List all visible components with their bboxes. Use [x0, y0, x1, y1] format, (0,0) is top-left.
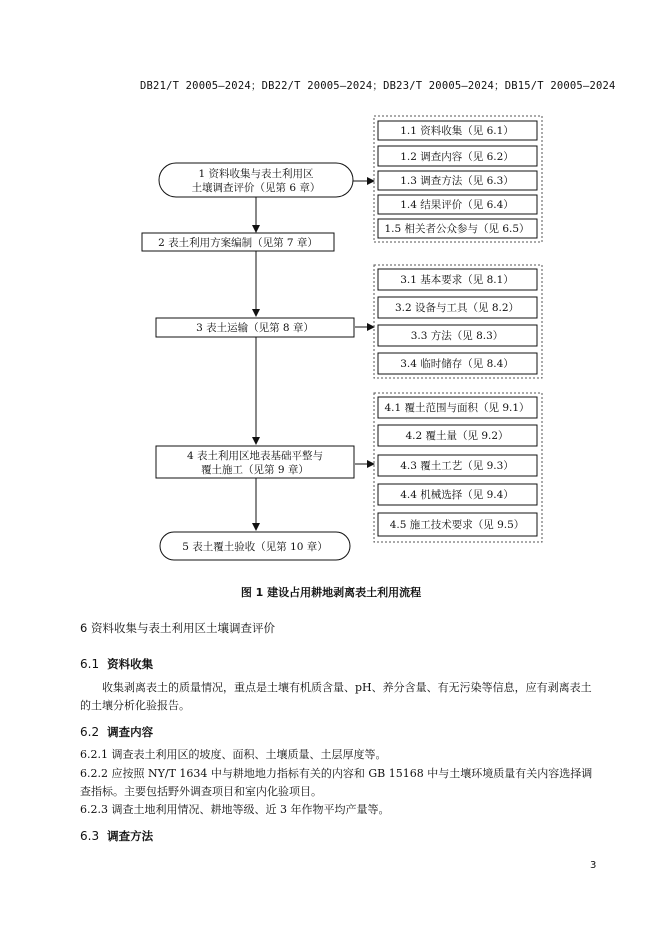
- step2-label: 2 表土利用方案编制（见第 7 章）: [158, 237, 318, 249]
- step3-label: 3 表土运输（见第 8 章）: [196, 322, 314, 334]
- section-6-2-heading: [80, 724, 153, 740]
- group4-items: [378, 397, 537, 536]
- sub-step-label: 4.2 覆土量（见 9.2）: [405, 430, 509, 442]
- clause-6-2-1: 6.2.1 调查表土利用区的坡度、面积、土壤质量、土层厚度等。: [80, 748, 387, 761]
- sub-step-label: 4.4 机械选择（见 9.4）: [400, 489, 514, 501]
- section-title: 资料收集: [107, 657, 154, 671]
- section-6-heading: 6 资料收集与表土利用区土壤调查评价: [80, 621, 275, 635]
- sub-step-label: 4.5 施工技术要求（见 9.5）: [389, 519, 525, 531]
- figure-caption: 图 1 建设占用耕地剥离表土利用流程: [240, 586, 422, 599]
- step1-label-line1: 1 资料收集与表土利用区: [198, 168, 314, 180]
- sub-step-label: 1.4 结果评价（见 6.4）: [400, 199, 514, 211]
- sub-step-label: 1.5 相关者公众参与（见 6.5）: [384, 223, 530, 235]
- section-number: 6.3: [80, 829, 100, 843]
- group3-items: [378, 269, 537, 374]
- section-6-1-heading: [80, 656, 153, 672]
- section-number: 6.1: [80, 657, 100, 671]
- section-title: 调查内容: [107, 725, 154, 739]
- step4-label-line2: 覆土施工（见第 9 章）: [201, 464, 309, 476]
- sub-step-label: 1.3 调查方法（见 6.3）: [400, 175, 514, 187]
- section-6-1-paragraph: 收集剥离表土的质量情况，重点是土壤有机质含量、pH、养分含量、有无污染等信息，应有剥离表土的土壤分析化验报告。: [80, 681, 592, 712]
- sub-step-label: 4.1 覆土范围与面积（见 9.1）: [384, 402, 530, 414]
- section-title: 调查方法: [107, 829, 154, 843]
- page-number: 3: [590, 860, 597, 871]
- sub-step-label: 3.4 临时储存（见 8.4）: [400, 358, 514, 370]
- step5-label: 5 表土覆土验收（见第 10 章）: [182, 541, 328, 553]
- sub-step-label: 3.1 基本要求（见 8.1）: [400, 274, 514, 286]
- step4-label-line1: 4 表土利用区地表基础平整与: [186, 450, 324, 462]
- sub-step-label: 3.3 方法（见 8.3）: [410, 330, 504, 342]
- sub-step-label: 4.3 覆土工艺（见 9.3）: [400, 460, 514, 472]
- document-header: DB21/T 20005—2024；DB22/T 20005—2024；DB23/T 20005—2024；DB15/T 20005—2024: [140, 80, 616, 92]
- clause-6-2-2: 6.2.2 应按照 NY/T 1634 中与耕地地力指标有关的内容和 GB 15168 中与土壤环境质量有关内容选择调查指标。主要包括野外调查项目和室内化验项目。: [80, 767, 593, 798]
- step1-label-line2: 土壤调查评价（见第 6 章）: [191, 182, 321, 194]
- section-number: 6.2: [80, 725, 100, 739]
- section-6-3-heading: [80, 828, 153, 844]
- group1-items: [378, 121, 537, 238]
- sub-step-label: 1.2 调查内容（见 6.2）: [400, 151, 514, 163]
- sub-step-label: 3.2 设备与工具（见 8.2）: [394, 302, 520, 314]
- clause-6-2-3: 6.2.3 调查土地利用情况、耕地等级、近 3 年作物平均产量等。: [80, 803, 390, 816]
- sub-step-label: 1.1 资料收集（见 6.1）: [400, 125, 514, 137]
